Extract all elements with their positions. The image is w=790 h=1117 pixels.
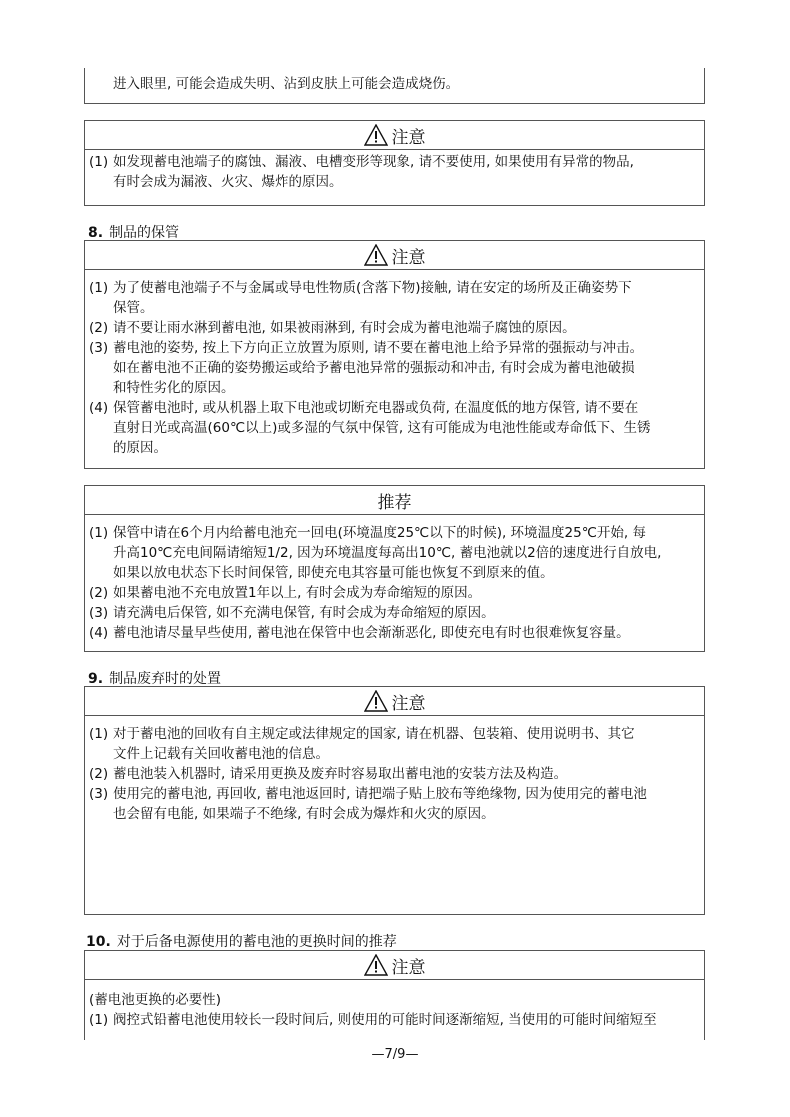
item-line: 为了使蓄电池端子不与金属或导电性物质(含落下物)接触, 请在安定的场所及正确姿势下 xyxy=(113,280,632,296)
item-number: (4) xyxy=(89,400,109,416)
intro-line: (蓄电池更换的必要性) xyxy=(89,992,222,1008)
list-item xyxy=(89,338,698,398)
item-line: 如果蓄电池不充电放置1年以上, 有时会成为寿命缩短的原因。 xyxy=(113,585,482,601)
caution-title: 注意 xyxy=(391,693,426,714)
section-title-8 xyxy=(88,222,179,242)
item-line: 的原因。 xyxy=(113,440,167,456)
list-item xyxy=(89,724,698,764)
page-number: —7/9— xyxy=(371,1047,419,1062)
caution-title: 注意 xyxy=(391,957,426,978)
recommend-header xyxy=(85,486,704,515)
continuation-text: 进入眼里, 可能会造成失明、沾到皮肤上可能会造成烧伤。 xyxy=(113,76,460,92)
caution-box-1 xyxy=(84,120,705,206)
caution-box-3 xyxy=(84,686,705,915)
item-number: (1) xyxy=(89,1012,109,1028)
list-item xyxy=(89,278,698,318)
section-number: 8. xyxy=(88,225,104,241)
caution-header xyxy=(85,241,704,270)
item-number: (1) xyxy=(89,154,109,170)
item-number: (2) xyxy=(89,585,109,601)
section-text: 制品废弃时的处置 xyxy=(109,671,222,687)
warning-triangle-icon xyxy=(364,244,388,266)
item-number: (3) xyxy=(89,340,109,356)
caution-box-2 xyxy=(84,240,705,469)
caution-body xyxy=(85,270,704,458)
list-item xyxy=(89,1010,698,1030)
caution-body xyxy=(85,980,704,1030)
item-line: 对于蓄电池的回收有自主规定或法律规定的国家, 请在机器、包装箱、使用说明书、其它 xyxy=(113,726,635,742)
item-number: (3) xyxy=(89,605,109,621)
recommend-body xyxy=(85,515,704,643)
item-line: 直射日光或高温(60℃以上)或多湿的气氛中保管, 这有可能成为电池性能或寿命低下、生锈 xyxy=(113,420,651,436)
item-line: 保管蓄电池时, 或从机器上取下电池或切断充电器或负荷, 在温度低的地方保管, 请不要在 xyxy=(113,400,639,416)
item-line: 有时会成为漏液、火灾、爆炸的原因。 xyxy=(113,174,343,190)
item-number: (1) xyxy=(89,280,109,296)
item-line: 如在蓄电池不正确的姿势搬运或给予蓄电池异常的强振动和冲击, 有时会成为蓄电池破损 xyxy=(113,360,635,376)
recommend-box xyxy=(84,485,705,652)
item-line: 保管中请在6个月内给蓄电池充一回电(环境温度25℃以下的时候), 环境温度25℃开始, 每 xyxy=(113,525,646,541)
item-line: 也会留有电能, 如果端子不绝缘, 有时会成为爆炸和火灾的原因。 xyxy=(113,806,495,822)
list-item xyxy=(89,398,698,458)
caution-title: 注意 xyxy=(391,127,426,148)
recommend-title: 推荐 xyxy=(377,492,412,513)
item-line: 请充满电后保管, 如不充满电保管, 有时会成为寿命缩短的原因。 xyxy=(113,605,495,621)
section-text: 制品的保管 xyxy=(109,225,180,241)
caution-body xyxy=(85,716,704,824)
caution-body xyxy=(85,150,704,192)
caution-header xyxy=(85,687,704,716)
section-number: 10. xyxy=(86,934,111,950)
section-title-10 xyxy=(86,931,397,951)
list-item xyxy=(89,623,698,643)
item-line: 阀控式铅蓄电池使用较长一段时间后, 则使用的可能时间逐渐缩短, 当使用的可能时间缩短至 xyxy=(113,1012,657,1028)
list-item xyxy=(89,603,698,623)
item-line: 蓄电池的姿势, 按上下方向正立放置为原则, 请不要在蓄电池上给予异常的强振动与冲击。 xyxy=(113,340,644,356)
item-line: 保管。 xyxy=(113,300,154,316)
caution-box-4 xyxy=(84,950,705,1040)
item-number: (3) xyxy=(89,786,109,802)
list-item xyxy=(89,764,698,784)
section-title-9 xyxy=(88,668,221,688)
list-item xyxy=(89,784,698,824)
item-line: 如果以放电状态下长时间保管, 即使充电其容量可能也恢复不到原来的值。 xyxy=(113,565,554,581)
item-line: 请不要让雨水淋到蓄电池, 如果被雨淋到, 有时会成为蓄电池端子腐蚀的原因。 xyxy=(113,320,576,336)
item-number: (2) xyxy=(89,320,109,336)
item-number: (1) xyxy=(89,726,109,742)
warning-triangle-icon xyxy=(364,954,388,976)
caution-title: 注意 xyxy=(391,247,426,268)
list-item xyxy=(89,523,698,583)
previous-box-continuation xyxy=(84,68,705,104)
list-item xyxy=(89,318,698,338)
item-line: 蓄电池装入机器时, 请采用更换及废弃时容易取出蓄电池的安装方法及构造。 xyxy=(113,766,568,782)
caution-header xyxy=(85,121,704,150)
item-number: (4) xyxy=(89,625,109,641)
item-line: 如发现蓄电池端子的腐蚀、漏液、电槽变形等现象, 请不要使用, 如果使用有异常的物品, xyxy=(113,154,634,170)
item-number: (1) xyxy=(89,525,109,541)
section-number: 9. xyxy=(88,671,104,687)
warning-triangle-icon xyxy=(364,124,388,146)
item-line: 蓄电池请尽量早些使用, 蓄电池在保管中也会渐渐恶化, 即使充电有时也很难恢复容量。 xyxy=(113,625,630,641)
item-line: 升高10℃充电间隔请缩短1/2, 因为环境温度每高出10℃, 蓄电池就以2倍的速度进行自放电, xyxy=(113,545,662,561)
warning-triangle-icon xyxy=(364,690,388,712)
item-line: 使用完的蓄电池, 再回收, 蓄电池返回时, 请把端子贴上胶布等绝缘物, 因为使用完的蓄电池 xyxy=(113,786,647,802)
list-item xyxy=(89,583,698,603)
item-line: 文件上记载有关回收蓄电池的信息。 xyxy=(113,746,329,762)
list-item xyxy=(89,152,698,192)
section-text: 对于后备电源使用的蓄电池的更换时间的推荐 xyxy=(116,934,397,950)
item-number: (2) xyxy=(89,766,109,782)
caution-header xyxy=(85,951,704,980)
item-line: 和特性劣化的原因。 xyxy=(113,380,235,396)
